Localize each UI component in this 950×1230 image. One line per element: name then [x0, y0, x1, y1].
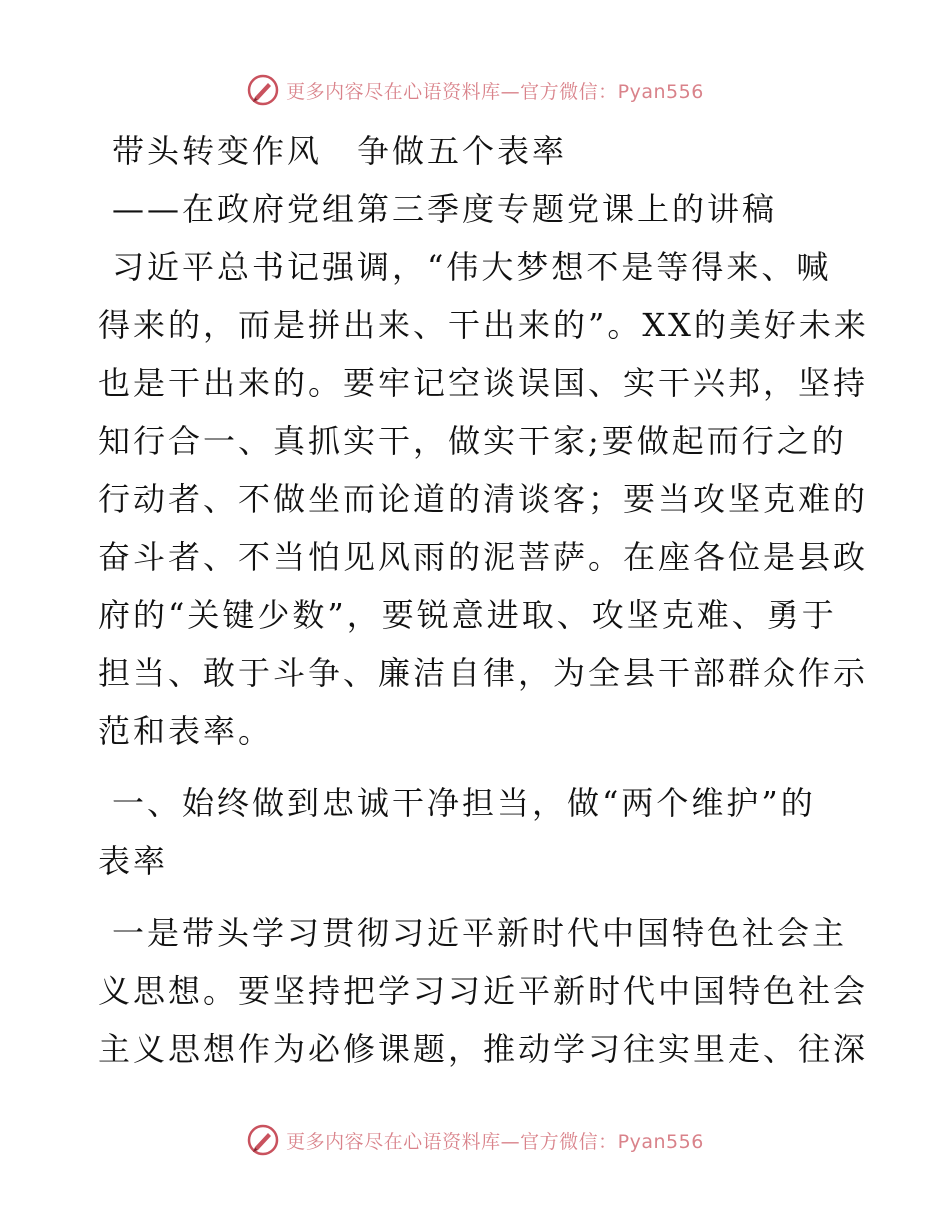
paragraph-line: 义思想。要坚持把学习习近平新时代中国特色社会 — [98, 972, 869, 1010]
document-body — [98, 122, 869, 1078]
section-1-paragraph — [98, 904, 869, 1078]
document-subtitle: ——在政府党组第三季度专题党课上的讲稿 — [112, 190, 778, 228]
header-watermark-banner — [0, 70, 950, 110]
document-title: 带头转变作风 争做五个表率 — [112, 132, 568, 170]
paragraph-line: 也是干出来的。要牢记空谈误国、实干兴邦，坚持 — [98, 364, 869, 402]
paragraph-line: 范和表率。 — [98, 712, 274, 750]
paragraph-line: 担当、敢于斗争、廉洁自律，为全县干部群众作示 — [98, 654, 869, 692]
section-heading-1 — [98, 774, 858, 890]
paragraph-line: 奋斗者、不当怕见风雨的泥菩萨。在座各位是县政 — [98, 538, 869, 576]
paragraph-line: 知行合一、真抓实干，做实干家;要做起而行之的 — [98, 422, 847, 460]
intro-paragraph — [98, 238, 869, 760]
paragraph-line: 习近平总书记强调，“伟大梦想不是等得来、喊 — [112, 248, 832, 286]
paragraph-line: 得来的，而是拼出来、干出来的”。XX的美好未来 — [98, 306, 869, 344]
paragraph-line: 府的“关键少数”，要锐意进取、攻坚克难、勇于 — [98, 596, 837, 634]
paragraph-line: 行动者、不做坐而论道的清谈客；要当攻坚克难的 — [98, 480, 869, 518]
heading-line: 一、始终做到忠诚干净担当，做“两个维护”的 — [112, 784, 816, 822]
watermark-text: 更多内容尽在心语资料库—官方微信：Pyan556 — [286, 80, 704, 103]
watermark-text: 更多内容尽在心语资料库—官方微信：Pyan556 — [286, 1130, 704, 1153]
heading-line: 表率 — [98, 842, 169, 880]
paragraph-line: 主义思想作为必修课题，推动学习往实里走、往深 — [98, 1030, 869, 1068]
paragraph-line: 一是带头学习贯彻习近平新时代中国特色社会主 — [112, 914, 848, 952]
pen-logo-icon — [246, 1123, 280, 1157]
pen-logo-icon — [246, 73, 280, 107]
footer-watermark-banner — [0, 1120, 950, 1160]
